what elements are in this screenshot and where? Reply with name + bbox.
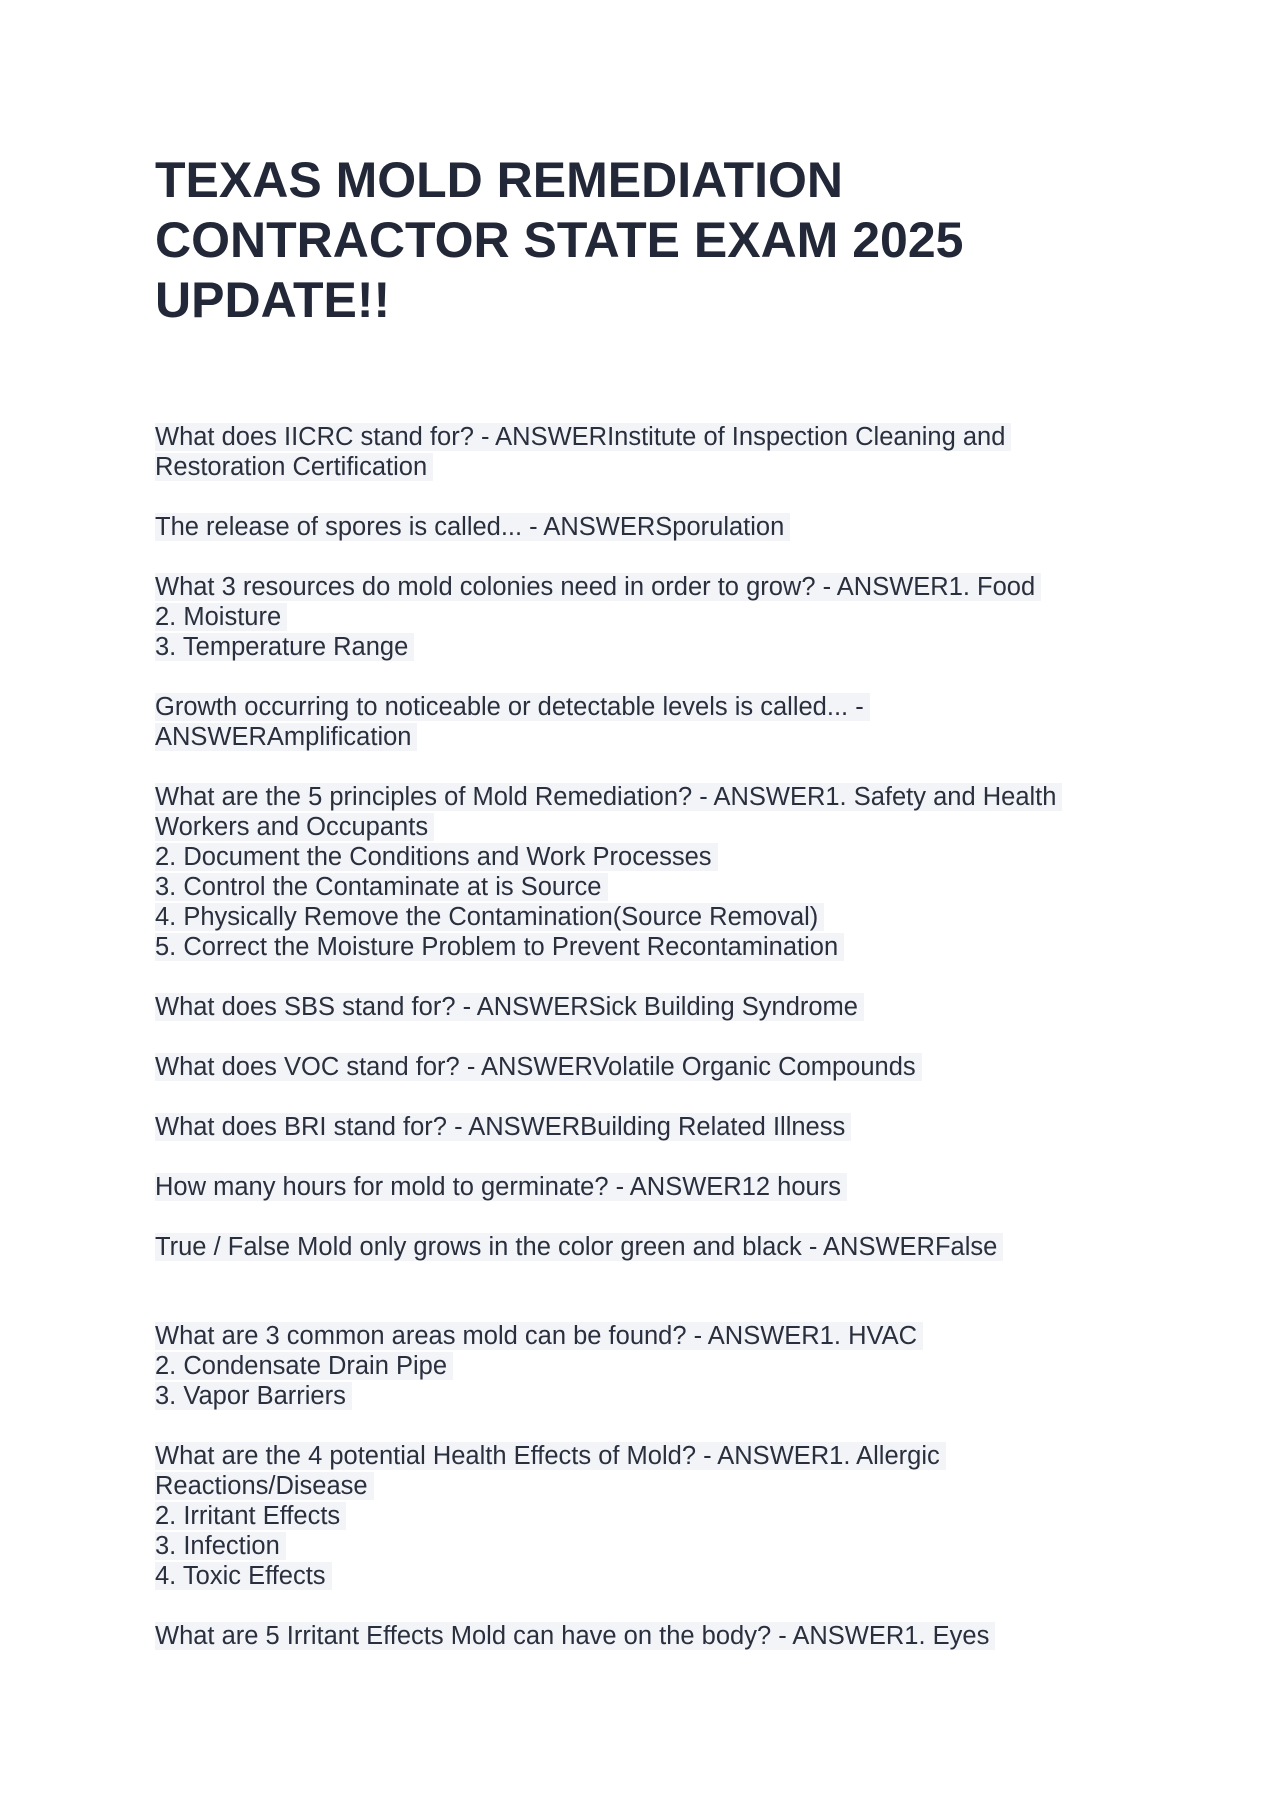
qa-line	[155, 1232, 1115, 1262]
qa-line	[155, 872, 1115, 902]
qa-line	[155, 932, 1115, 962]
qa-line-text: 4. Physically Remove the Contamination(Source Removal)	[155, 903, 824, 931]
qa-item	[155, 1052, 1115, 1082]
qa-line-text: 2. Irritant Effects	[155, 1502, 346, 1530]
qa-item	[155, 782, 1115, 962]
qa-line	[155, 602, 1115, 632]
qa-line	[155, 1561, 1115, 1591]
qa-line-text: What does IICRC stand for? - ANSWERInstitute of Inspection Cleaning and	[155, 423, 1011, 451]
qa-line-text: 2. Moisture	[155, 603, 287, 631]
qa-line	[155, 1381, 1115, 1411]
qa-line	[155, 1471, 1115, 1501]
qa-line-text: 4. Toxic Effects	[155, 1562, 332, 1590]
qa-line	[155, 812, 1115, 842]
qa-line	[155, 782, 1115, 812]
qa-line	[155, 842, 1115, 872]
title-line: TEXAS MOLD REMEDIATION	[155, 152, 843, 208]
qa-line	[155, 1112, 1115, 1142]
qa-line	[155, 1441, 1115, 1471]
qa-line-text: What are 3 common areas mold can be found? - ANSWER1. HVAC	[155, 1322, 923, 1350]
qa-line-text: What does VOC stand for? - ANSWERVolatile Organic Compounds	[155, 1053, 922, 1081]
qa-line-text: ANSWERAmplification	[155, 723, 417, 751]
qa-item	[155, 1621, 1115, 1651]
title-line: UPDATE!!	[155, 272, 391, 328]
qa-line-text: Growth occurring to noticeable or detectable levels is called... -	[155, 693, 870, 721]
qa-line	[155, 722, 1115, 752]
qa-line-text: What are 5 Irritant Effects Mold can have on the body? - ANSWER1. Eyes	[155, 1622, 995, 1650]
qa-line-text: What are the 4 potential Health Effects of Mold? - ANSWER1. Allergic	[155, 1442, 946, 1470]
document-page	[155, 150, 1115, 1681]
qa-line	[155, 992, 1115, 1022]
qa-line-text: The release of spores is called... - ANSWERSporulation	[155, 513, 790, 541]
qa-item	[155, 1232, 1115, 1262]
qa-item	[155, 1321, 1115, 1411]
qa-line-text: Reactions/Disease	[155, 1472, 374, 1500]
qa-item	[155, 1441, 1115, 1591]
qa-line-text: What are the 5 principles of Mold Remediation? - ANSWER1. Safety and Health	[155, 783, 1062, 811]
qa-item	[155, 572, 1115, 662]
qa-item	[155, 992, 1115, 1022]
qa-line-text: 5. Correct the Moisture Problem to Prevent Recontamination	[155, 933, 844, 961]
document-title	[155, 150, 1115, 330]
qa-line	[155, 1172, 1115, 1202]
qa-item	[155, 512, 1115, 542]
qa-line	[155, 1351, 1115, 1381]
title-line: CONTRACTOR STATE EXAM 2025	[155, 212, 964, 268]
qa-line-text: What does BRI stand for? - ANSWERBuilding Related Illness	[155, 1113, 851, 1141]
qa-line-text: Workers and Occupants	[155, 813, 434, 841]
qa-line-text: 3. Infection	[155, 1532, 286, 1560]
qa-line-text: 2. Document the Conditions and Work Processes	[155, 843, 718, 871]
qa-item	[155, 422, 1115, 482]
qa-line	[155, 1321, 1115, 1351]
qa-list	[155, 422, 1115, 1651]
qa-line-text: 3. Vapor Barriers	[155, 1382, 352, 1410]
qa-line-text: Restoration Certification	[155, 453, 433, 481]
qa-line	[155, 1621, 1115, 1651]
qa-line	[155, 572, 1115, 602]
qa-line-text: What does SBS stand for? - ANSWERSick Building Syndrome	[155, 993, 864, 1021]
qa-item	[155, 1112, 1115, 1142]
qa-line	[155, 452, 1115, 482]
qa-line	[155, 632, 1115, 662]
qa-line-text: True / False Mold only grows in the color green and black - ANSWERFalse	[155, 1233, 1003, 1261]
qa-line-text: 2. Condensate Drain Pipe	[155, 1352, 453, 1380]
qa-line	[155, 422, 1115, 452]
qa-line	[155, 512, 1115, 542]
qa-line	[155, 1052, 1115, 1082]
qa-line-text: 3. Temperature Range	[155, 633, 414, 661]
qa-item	[155, 692, 1115, 752]
qa-line	[155, 1531, 1115, 1561]
qa-item	[155, 1172, 1115, 1202]
qa-line	[155, 902, 1115, 932]
qa-line-text: What 3 resources do mold colonies need in order to grow? - ANSWER1. Food	[155, 573, 1041, 601]
qa-line-text: How many hours for mold to germinate? - ANSWER12 hours	[155, 1173, 847, 1201]
qa-line-text: 3. Control the Contaminate at is Source	[155, 873, 608, 901]
qa-line	[155, 692, 1115, 722]
qa-line	[155, 1501, 1115, 1531]
